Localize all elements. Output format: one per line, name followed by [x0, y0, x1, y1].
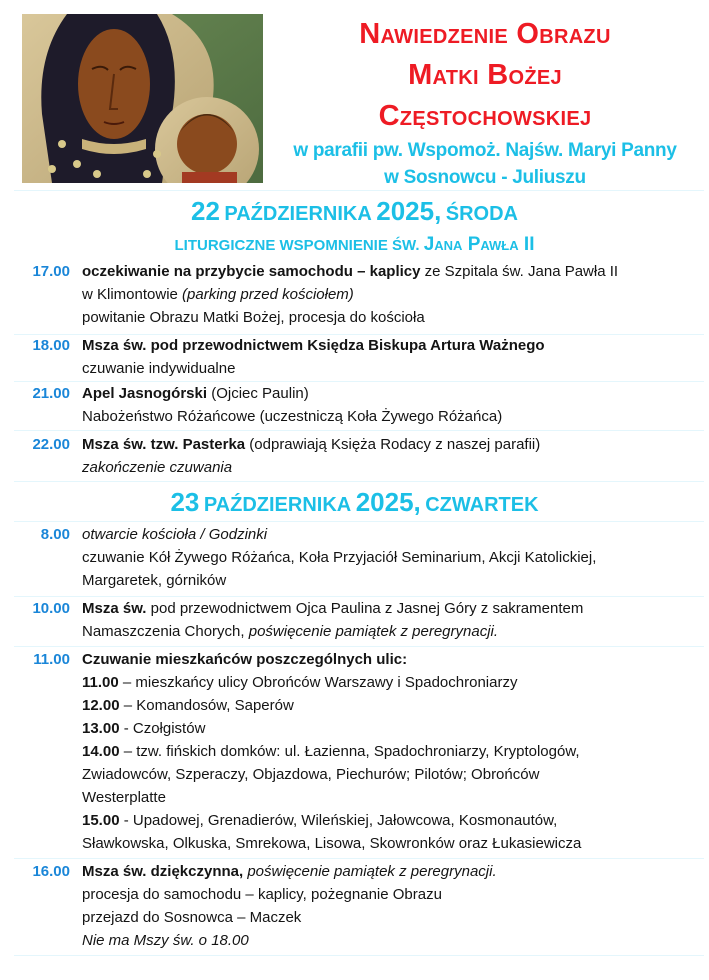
entry-line: [82, 334, 702, 357]
entry-time: 16.00: [32, 863, 70, 880]
italic-text: poświęcenie pamiątek z peregrynacji.: [243, 863, 497, 880]
text: - Upadowej, Grenadierów, Wileńskiej, Jałowcowa, Kosmonautów,: [119, 812, 558, 829]
entry-line: [82, 809, 702, 832]
entry-lines: [82, 260, 702, 329]
entry-line: [82, 906, 702, 929]
separator: [14, 521, 704, 522]
entry-line: [82, 306, 702, 329]
title-line-3: Częstochowskiej: [378, 100, 592, 132]
title-block: [270, 14, 700, 191]
entry-time: 10.00: [32, 600, 70, 617]
entry-line: [82, 763, 702, 786]
bold-text: Msza św. dziękczynna,: [82, 863, 244, 880]
text: (Ojciec Paulin): [207, 385, 309, 402]
entry-line: [82, 786, 702, 809]
entry-line: [82, 717, 702, 740]
bold-text: Czuwanie mieszkańców poszczególnych ulic:: [82, 651, 408, 668]
separator: [14, 955, 704, 956]
text: Westerplatte: [82, 789, 166, 806]
title-line-2: Matki Bożej: [408, 59, 562, 91]
entry-line: [82, 740, 702, 763]
entry-lines: [82, 433, 702, 479]
entry-line: [82, 671, 702, 694]
text: pod przewodnictwem Ojca Paulina z Jasnej Góry z sakramentem: [146, 600, 584, 617]
entry-line: [82, 694, 702, 717]
text: - Czołgistów: [119, 720, 206, 737]
entry-line: [82, 569, 702, 592]
text: procesja do samochodu – kaplicy, pożegnanie Obrazu: [82, 886, 442, 903]
text: – mieszkańcy ulicy Obrońców Warszawy i Spadochroniarzy: [118, 674, 518, 691]
memorial-name: Jana Pawła II: [423, 234, 535, 255]
text: Namaszczenia Chorych,: [82, 623, 249, 640]
bold-text: 14.00: [82, 743, 120, 760]
day-number: 22: [191, 196, 220, 226]
text: w Klimontowie: [82, 286, 183, 303]
text: czuwanie Kół Żywego Różańca, Koła Przyjaciół Seminarium, Akcji Katolickiej,: [82, 549, 597, 566]
entry-time: 22.00: [32, 436, 70, 453]
bold-text: Apel Jasnogórski: [82, 385, 208, 402]
entry-time: 11.00: [33, 651, 70, 668]
text: Sławkowska, Olkuska, Smrekowa, Lisowa, Skowronków oraz Łukasiewicza: [82, 835, 582, 852]
entry-line: [82, 357, 702, 380]
year: 2025,: [376, 196, 442, 226]
subtitle-line-2: w Sosnowcu - Juliuszu: [384, 167, 586, 188]
entry-line: [82, 546, 702, 569]
entry-line: [82, 456, 702, 479]
separator: [14, 858, 704, 859]
weekday: CZWARTEK: [425, 494, 539, 516]
bold-text: Msza św. tzw. Pasterka: [82, 436, 246, 453]
title-line-1: Nawiedzenie Obrazu: [359, 18, 611, 50]
bold-text: 15.00: [82, 812, 120, 829]
month: PAŹDZIERNIKA: [224, 203, 372, 225]
entry-line: [82, 620, 702, 643]
entry-lines: [82, 597, 702, 643]
subtitle-line-1: w parafii pw. Wspomoż. Najśw. Maryi Panny: [293, 140, 677, 161]
memorial-prefix: LITURGICZNE WSPOMNIENIE ŚW.: [174, 237, 420, 254]
header: [0, 0, 709, 190]
text: powitanie Obrazu Matki Bożej, procesja do kościoła: [82, 309, 425, 326]
text: czuwanie indywidualne: [82, 360, 236, 377]
entry-time: 21.00: [32, 385, 70, 402]
madonna-icon-image: [22, 14, 263, 183]
italic-text: poświęcenie pamiątek z peregrynacji.: [248, 623, 499, 640]
italic-text: otwarcie kościoła / Godzinki: [82, 526, 268, 543]
bold-text: oczekiwanie na przybycie samochodu – kaplicy: [82, 263, 421, 280]
entry-line: [82, 382, 702, 405]
madonna-icon: [22, 14, 263, 183]
text: – Komandosów, Saperów: [119, 697, 294, 714]
italic-text: Nie ma Mszy św. o 18.00: [82, 932, 249, 949]
bold-text: 13.00: [82, 720, 120, 737]
text: – tzw. fińskich domków: ul. Łazienna, Spadochroniarzy, Kryptologów,: [119, 743, 580, 760]
entry-line: [82, 405, 702, 428]
entry-lines: [82, 860, 702, 952]
entry-line: [82, 883, 702, 906]
entry-time: 8.00: [40, 526, 70, 543]
entry-lines: [82, 648, 702, 855]
day-number: 23: [170, 487, 200, 517]
day-heading-2: [0, 487, 709, 518]
day-heading-1: [0, 196, 709, 227]
entry-lines: [82, 334, 702, 380]
month: PAŹDZIERNIKA: [203, 494, 352, 516]
text: Nabożeństwo Różańcowe (uczestniczą Koła Żywego Różańca): [82, 408, 503, 425]
separator: [14, 481, 704, 482]
entry-line: [82, 648, 702, 671]
bold-text: 11.00: [82, 674, 119, 691]
entry-line: [82, 929, 702, 952]
entry-line: [82, 433, 702, 456]
entry-lines: [82, 382, 702, 428]
bold-text: 12.00: [82, 697, 120, 714]
entry-line: [82, 283, 702, 306]
text: ze Szpitala św. Jana Pawła II: [420, 263, 619, 280]
entry-line: [82, 860, 702, 883]
separator: [14, 190, 704, 191]
separator: [14, 646, 704, 647]
separator: [14, 430, 704, 431]
text: (odprawiają Księża Rodacy z naszej parafii): [245, 436, 541, 453]
text: przejazd do Sosnowca – Maczek: [82, 909, 302, 926]
liturgical-memorial: [0, 234, 709, 256]
text: Zwiadowców, Szperaczy, Objazdowa, Piechurów; Pilotów; Obrońców: [82, 766, 540, 783]
entry-line: [82, 832, 702, 855]
entry-line: [82, 523, 702, 546]
bold-text: Msza św. pod przewodnictwem Księdza Biskupa Artura Ważnego: [82, 337, 545, 354]
bold-text: Msza św.: [82, 600, 147, 617]
weekday: ŚRODA: [445, 203, 518, 225]
year: 2025,: [355, 487, 421, 517]
entry-line: [82, 260, 702, 283]
entry-lines: [82, 523, 702, 592]
text: Margaretek, górników: [82, 572, 227, 589]
italic-text: zakończenie czuwania: [82, 459, 233, 476]
entry-line: [82, 597, 702, 620]
entry-time: 18.00: [32, 337, 70, 354]
entry-time: 17.00: [32, 263, 70, 280]
italic-text: (parking przed kościołem): [182, 286, 354, 303]
